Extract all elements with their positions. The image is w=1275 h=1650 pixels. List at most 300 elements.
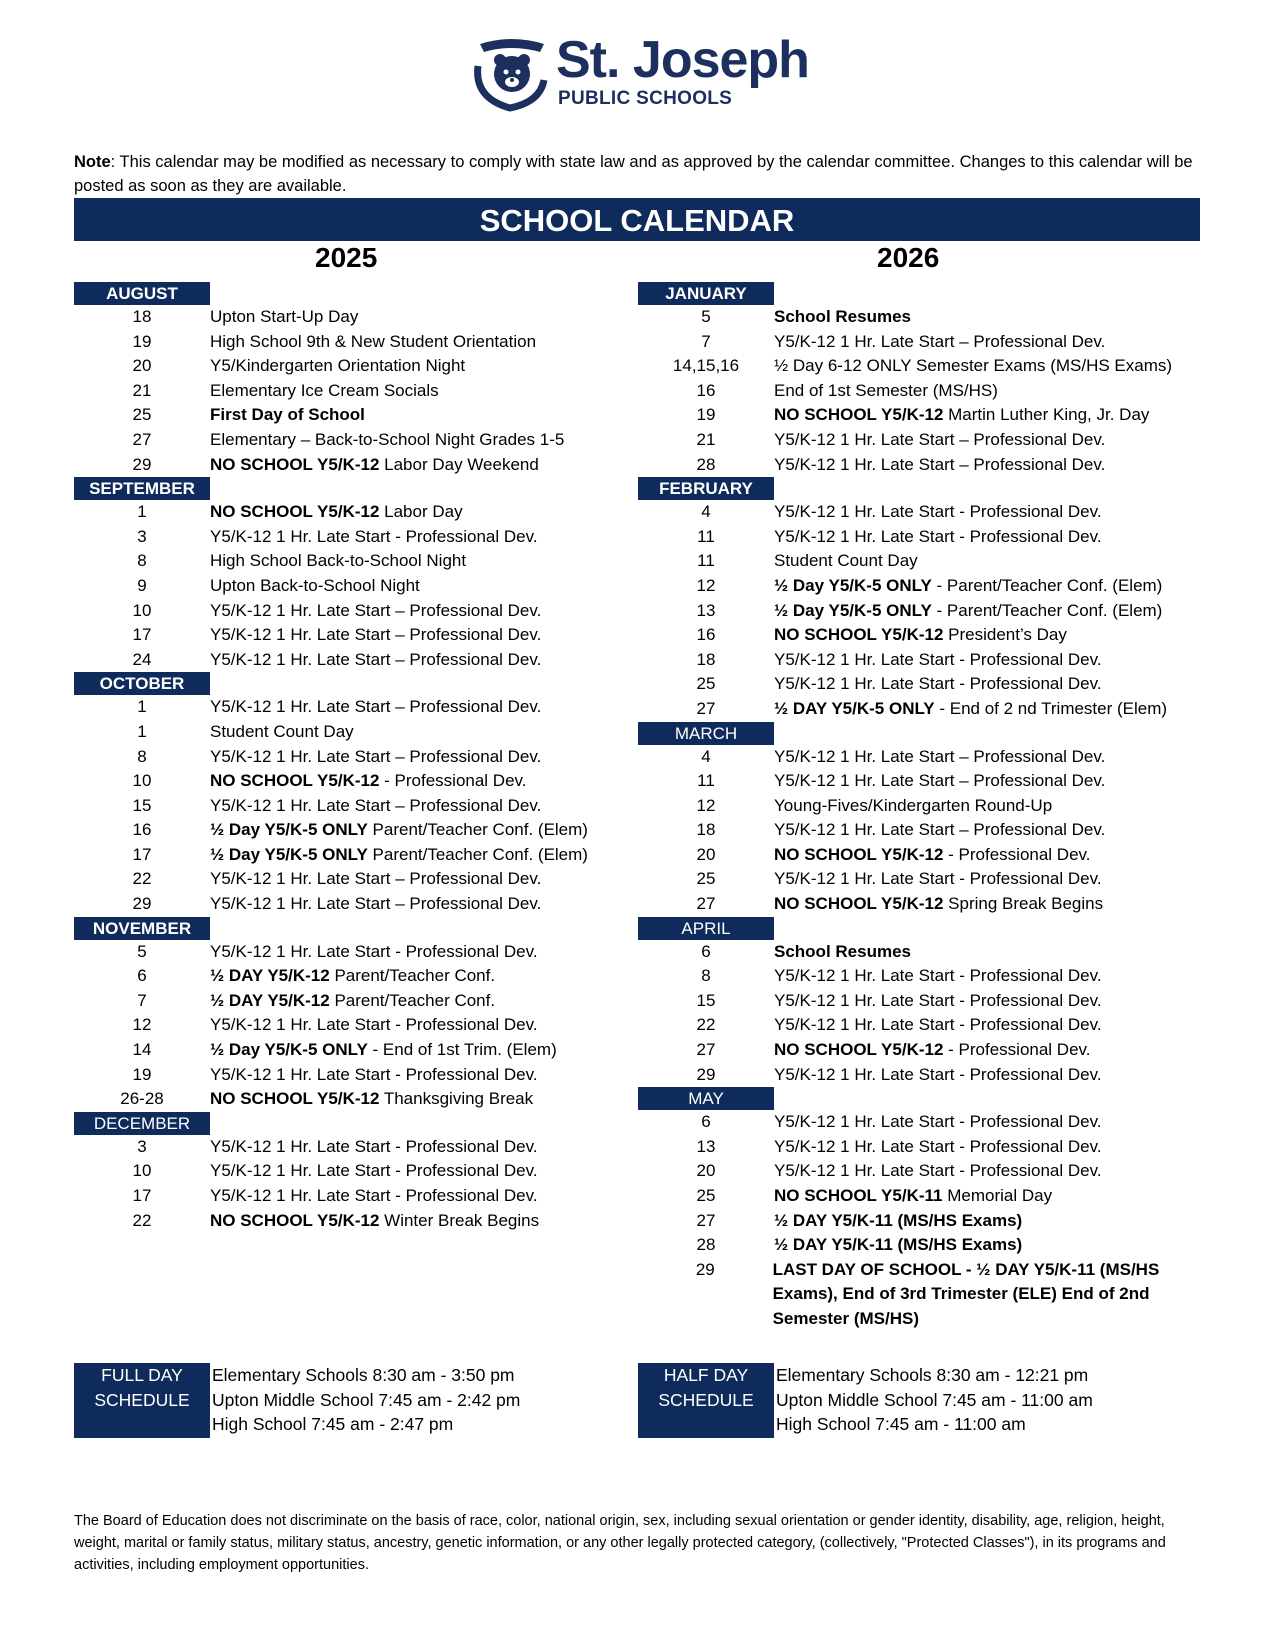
event-text bbox=[774, 818, 1105, 843]
event-text bbox=[774, 1184, 1052, 1209]
event-row bbox=[74, 867, 644, 892]
event-date: 26-28 bbox=[120, 1089, 164, 1109]
event-date: 1 bbox=[137, 721, 147, 741]
event-date: 20 bbox=[696, 1161, 716, 1181]
event-detail: Memorial Day bbox=[942, 1186, 1053, 1205]
event-text bbox=[773, 1258, 1208, 1332]
event-detail: Y5/K-12 1 Hr. Late Start - Professional Dev. bbox=[774, 990, 1102, 1010]
event-row bbox=[74, 549, 644, 574]
event-date: 18 bbox=[132, 307, 152, 326]
event-row bbox=[638, 989, 1208, 1014]
event-date: 27 bbox=[696, 1040, 716, 1060]
event-row bbox=[638, 892, 1208, 917]
event-emphasis: NO SCHOOL Y5/K-12 bbox=[774, 405, 944, 425]
event-row bbox=[638, 648, 1208, 673]
event-date: 5 bbox=[137, 941, 147, 961]
event-detail: Parent/Teacher Conf. bbox=[329, 966, 496, 986]
event-detail: High School 9th & New Student Orientation bbox=[210, 331, 537, 351]
event-date: 22 bbox=[132, 1210, 152, 1230]
event-row bbox=[638, 599, 1208, 624]
event-row bbox=[74, 892, 644, 917]
event-row bbox=[638, 697, 1208, 722]
event-row bbox=[74, 695, 644, 720]
event-detail: - End of 2 nd Trimester (Elem) bbox=[934, 698, 1168, 718]
event-text bbox=[774, 1233, 1022, 1258]
event-detail: - Professional Dev. bbox=[943, 1040, 1091, 1060]
event-date: 17 bbox=[132, 844, 152, 864]
event-detail: Y5/K-12 1 Hr. Late Start - Professional Dev. bbox=[210, 941, 538, 961]
event-date: 27 bbox=[696, 698, 716, 718]
event-text bbox=[774, 794, 1052, 819]
event-detail: Y5/K-12 1 Hr. Late Start - Professional Dev. bbox=[774, 674, 1102, 694]
event-date: 8 bbox=[137, 746, 147, 766]
event-detail: Y5/K-12 1 Hr. Late Start – Professional Dev. bbox=[210, 869, 542, 889]
event-row bbox=[638, 574, 1208, 599]
event-text bbox=[210, 818, 588, 843]
event-text bbox=[210, 623, 541, 648]
event-row bbox=[638, 1038, 1208, 1063]
event-detail: Y5/Kindergarten Orientation Night bbox=[210, 356, 466, 376]
event-text bbox=[210, 574, 420, 599]
event-text bbox=[210, 940, 538, 965]
event-row bbox=[638, 1110, 1208, 1135]
event-text bbox=[210, 1159, 538, 1184]
event-detail: - Professional Dev. bbox=[943, 844, 1091, 864]
event-emphasis: ½ Day Y5/K-5 ONLY bbox=[210, 820, 368, 840]
event-date: 28 bbox=[696, 454, 716, 474]
event-text bbox=[210, 1013, 538, 1038]
event-text bbox=[210, 892, 541, 917]
event-date: 24 bbox=[132, 649, 152, 669]
event-detail: Y5/K-12 1 Hr. Late Start - Professional Dev. bbox=[210, 1136, 538, 1156]
month-header-august: AUGUST bbox=[74, 282, 210, 305]
event-detail: Winter Break Begins bbox=[379, 1210, 540, 1230]
event-text bbox=[774, 892, 1103, 917]
event-date: 7 bbox=[701, 331, 711, 351]
nondiscrimination-notice: The Board of Education does not discriminate on the basis of race, color, national origin, sex, including sexual orientation or gender identity, disability, age, religion, height, weight, marital or family status, military status, ancestry, genetic information, or any other legally protected category, (collectively, "Protected Classes"), in its programs and activities, including employment opportunities. bbox=[74, 1513, 1166, 1573]
event-detail: High School Back-to-School Night bbox=[210, 551, 467, 571]
event-detail: Y5/K-12 1 Hr. Late Start - Professional Dev. bbox=[774, 966, 1102, 986]
event-emphasis: School Resumes bbox=[774, 941, 911, 961]
event-row bbox=[74, 428, 644, 453]
event-text bbox=[774, 549, 918, 574]
event-detail: Y5/K-12 1 Hr. Late Start - Professional Dev. bbox=[210, 1015, 538, 1035]
full-day-label-line1: FULL DAY bbox=[101, 1365, 183, 1385]
event-detail: Upton Start-Up Day bbox=[210, 307, 359, 326]
event-row bbox=[74, 1135, 644, 1160]
event-date: 3 bbox=[137, 526, 147, 546]
event-date: 28 bbox=[696, 1235, 716, 1255]
event-date: 10 bbox=[132, 1161, 152, 1181]
full-day-schedule bbox=[74, 1363, 520, 1438]
event-emphasis: NO SCHOOL Y5/K-12 bbox=[774, 625, 944, 645]
event-detail: Y5/K-12 1 Hr. Late Start – Professional Dev. bbox=[774, 454, 1106, 474]
event-date: 14 bbox=[132, 1040, 152, 1060]
note-text: : This calendar may be modified as necessary to comply with state law and as approved by the calendar committee. Changes to this calendar will be posted as soon as they are available. bbox=[74, 153, 1193, 195]
event-emphasis: First Day of School bbox=[210, 405, 365, 425]
full-day-label-line2: SCHEDULE bbox=[94, 1389, 190, 1410]
calendar-banner: SCHOOL CALENDAR bbox=[74, 198, 1200, 241]
event-row bbox=[638, 500, 1208, 525]
event-text bbox=[210, 305, 358, 330]
event-emphasis: NO SCHOOL Y5/K-12 bbox=[774, 1040, 944, 1060]
event-row bbox=[74, 1184, 644, 1209]
event-date: 27 bbox=[696, 1210, 716, 1230]
event-emphasis: ½ Day Y5/K-5 ONLY bbox=[210, 844, 368, 864]
event-emphasis: NO SCHOOL Y5/K-12 bbox=[210, 1210, 380, 1230]
event-detail: Y5/K-12 1 Hr. Late Start – Professional Dev. bbox=[210, 649, 542, 669]
event-detail: Young-Fives/Kindergarten Round-Up bbox=[774, 795, 1053, 815]
event-date: 25 bbox=[696, 674, 716, 694]
event-text bbox=[774, 403, 1149, 428]
event-row bbox=[638, 549, 1208, 574]
calendar-note bbox=[74, 150, 1204, 198]
event-detail: Y5/K-12 1 Hr. Late Start - Professional Dev. bbox=[774, 1112, 1102, 1132]
event-text bbox=[210, 989, 495, 1014]
event-row bbox=[74, 745, 644, 770]
event-row bbox=[74, 989, 644, 1014]
event-text bbox=[774, 1209, 1022, 1234]
event-row bbox=[638, 1063, 1208, 1088]
event-detail: End of 1st Semester (MS/HS) bbox=[774, 380, 998, 400]
event-text bbox=[210, 1063, 538, 1088]
event-detail: Y5/K-12 1 Hr. Late Start - Professional Dev. bbox=[210, 526, 538, 546]
logo-name: St. Joseph bbox=[556, 31, 809, 89]
event-date: 15 bbox=[696, 990, 716, 1010]
half-day-label-line1: HALF DAY bbox=[663, 1365, 749, 1385]
event-row bbox=[74, 940, 644, 965]
event-detail: Y5/K-12 1 Hr. Late Start – Professional Dev. bbox=[774, 429, 1106, 449]
event-row bbox=[74, 574, 644, 599]
event-date: 6 bbox=[137, 966, 147, 986]
half-day-label-line2: SCHEDULE bbox=[658, 1389, 754, 1410]
month-header-february: FEBRUARY bbox=[638, 477, 774, 500]
event-date: 22 bbox=[132, 869, 152, 889]
event-text bbox=[210, 794, 541, 819]
event-date: 6 bbox=[701, 941, 711, 961]
event-row bbox=[638, 403, 1208, 428]
event-emphasis: NO SCHOOL Y5/K-12 bbox=[774, 894, 944, 914]
event-detail: Student Count Day bbox=[774, 551, 918, 571]
event-row bbox=[638, 818, 1208, 843]
event-date: 4 bbox=[701, 502, 711, 522]
half-day-schedule bbox=[638, 1363, 1093, 1438]
event-text bbox=[210, 525, 538, 550]
event-row bbox=[638, 428, 1208, 453]
event-date: 25 bbox=[132, 405, 152, 425]
note-label: Note bbox=[74, 153, 111, 171]
event-row bbox=[638, 745, 1208, 770]
logo-subtitle: PUBLIC SCHOOLS bbox=[558, 88, 733, 109]
event-detail: Y5/K-12 1 Hr. Late Start – Professional Dev. bbox=[210, 746, 542, 766]
event-date: 18 bbox=[696, 649, 716, 669]
event-text bbox=[210, 428, 564, 453]
event-row bbox=[74, 305, 644, 330]
event-date: 25 bbox=[696, 1186, 716, 1205]
year-2025-heading: 2025 bbox=[315, 242, 378, 273]
event-row bbox=[74, 648, 644, 673]
event-row bbox=[74, 453, 644, 478]
month-header-march: MARCH bbox=[638, 722, 774, 745]
event-date: 12 bbox=[696, 795, 716, 815]
month-header-april: APRIL bbox=[638, 917, 774, 940]
month-header-october: OCTOBER bbox=[74, 672, 210, 695]
event-date: 19 bbox=[132, 1064, 152, 1084]
event-emphasis: NO SCHOOL Y5/K-12 bbox=[210, 454, 380, 474]
event-text bbox=[210, 720, 354, 745]
bear-crest-icon bbox=[470, 36, 554, 112]
event-detail: Y5/K-12 1 Hr. Late Start – Professional Dev. bbox=[774, 771, 1106, 791]
event-detail: - Parent/Teacher Conf. (Elem) bbox=[931, 575, 1163, 595]
event-row bbox=[74, 623, 644, 648]
event-date: 10 bbox=[132, 600, 152, 620]
event-date: 20 bbox=[132, 356, 152, 376]
event-row bbox=[638, 794, 1208, 819]
event-emphasis: NO SCHOOL Y5/K-12 bbox=[210, 771, 380, 791]
event-date: 11 bbox=[697, 551, 715, 571]
event-row bbox=[74, 403, 644, 428]
event-date: 10 bbox=[132, 771, 152, 791]
event-detail: Y5/K-12 1 Hr. Late Start - Professional Dev. bbox=[210, 1064, 538, 1084]
event-detail: Y5/K-12 1 Hr. Late Start - Professional Dev. bbox=[774, 1064, 1102, 1084]
event-date: 1 bbox=[137, 697, 147, 717]
month-header-may: MAY bbox=[638, 1087, 774, 1110]
event-detail: Y5/K-12 1 Hr. Late Start - Professional Dev. bbox=[774, 649, 1102, 669]
event-detail: Upton Back-to-School Night bbox=[210, 575, 420, 595]
event-detail: Parent/Teacher Conf. (Elem) bbox=[367, 844, 588, 864]
event-emphasis: ½ Day Y5/K-5 ONLY bbox=[210, 1040, 368, 1060]
event-text bbox=[774, 672, 1102, 697]
full-day-middle: Upton Middle School 7:45 am - 2:42 pm bbox=[212, 1389, 521, 1410]
event-row bbox=[638, 843, 1208, 868]
event-emphasis: ½ Day Y5/K-5 ONLY bbox=[774, 600, 932, 620]
event-row bbox=[638, 672, 1208, 697]
event-detail: Parent/Teacher Conf. (Elem) bbox=[367, 820, 588, 840]
event-date: 21 bbox=[696, 429, 716, 449]
event-text bbox=[210, 1135, 538, 1160]
event-detail: Y5/K-12 1 Hr. Late Start – Professional Dev. bbox=[210, 894, 542, 914]
full-day-elementary: Elementary Schools 8:30 am - 3:50 pm bbox=[212, 1365, 515, 1385]
event-date: 4 bbox=[701, 746, 711, 766]
event-date: 3 bbox=[137, 1136, 147, 1156]
event-emphasis: NO SCHOOL Y5/K-11 bbox=[774, 1186, 943, 1205]
event-row bbox=[638, 964, 1208, 989]
event-detail: - Parent/Teacher Conf. (Elem) bbox=[931, 600, 1163, 620]
event-row bbox=[74, 818, 644, 843]
event-row bbox=[638, 1209, 1208, 1234]
event-date: 29 bbox=[132, 454, 152, 474]
event-text bbox=[774, 867, 1102, 892]
event-date: 16 bbox=[132, 820, 152, 840]
event-detail: Y5/K-12 1 Hr. Late Start – Professional Dev. bbox=[210, 625, 542, 645]
event-text bbox=[774, 769, 1105, 794]
event-row bbox=[638, 330, 1208, 355]
event-text bbox=[774, 697, 1167, 722]
event-text bbox=[774, 428, 1105, 453]
event-detail: Student Count Day bbox=[210, 721, 354, 741]
event-emphasis: NO SCHOOL Y5/K-12 bbox=[210, 1089, 380, 1109]
event-date: 11 bbox=[697, 526, 715, 546]
event-detail: Y5/K-12 1 Hr. Late Start – Professional Dev. bbox=[774, 820, 1106, 840]
event-text bbox=[774, 623, 1067, 648]
event-row bbox=[638, 1184, 1208, 1209]
event-date: 5 bbox=[701, 307, 711, 326]
half-day-elementary: Elementary Schools 8:30 am - 12:21 pm bbox=[776, 1365, 1089, 1385]
event-date: 8 bbox=[701, 966, 711, 986]
event-text bbox=[774, 379, 998, 404]
event-text bbox=[774, 1110, 1102, 1135]
event-detail: ½ Day 6-12 ONLY Semester Exams (MS/HS Exams) bbox=[774, 356, 1173, 376]
event-detail: Y5/K-12 1 Hr. Late Start – Professional Dev. bbox=[774, 331, 1106, 351]
year-2026-heading: 2026 bbox=[877, 242, 940, 273]
event-emphasis: ½ DAY Y5/K-11 (MS/HS Exams) bbox=[774, 1210, 1023, 1230]
event-emphasis: ½ DAY Y5/K-11 (MS/HS Exams) bbox=[774, 1235, 1023, 1255]
event-detail: Y5/K-12 1 Hr. Late Start - Professional Dev. bbox=[210, 1186, 538, 1205]
event-row bbox=[638, 1233, 1208, 1258]
event-emphasis: LAST DAY OF SCHOOL - ½ DAY Y5/K-11 (MS/HS Exams), End of 3rd Trimester (ELE) End of 2nd Semester (MS/HS) bbox=[772, 1259, 1160, 1328]
event-date: 16 bbox=[696, 380, 716, 400]
event-detail: Y5/K-12 1 Hr. Late Start – Professional Dev. bbox=[210, 600, 542, 620]
event-row bbox=[638, 769, 1208, 794]
event-text bbox=[210, 695, 541, 720]
event-detail: Y5/K-12 1 Hr. Late Start – Professional Dev. bbox=[210, 795, 542, 815]
event-date: 19 bbox=[696, 405, 716, 425]
event-row bbox=[638, 1258, 1208, 1332]
event-text bbox=[210, 500, 463, 525]
event-detail: - Professional Dev. bbox=[379, 771, 527, 791]
event-date: 29 bbox=[695, 1259, 715, 1279]
event-detail: Y5/K-12 1 Hr. Late Start - Professional Dev. bbox=[210, 1161, 538, 1181]
event-text bbox=[774, 453, 1105, 478]
event-detail: President’s Day bbox=[943, 625, 1067, 645]
half-day-middle: Upton Middle School 7:45 am - 11:00 am bbox=[776, 1389, 1093, 1410]
event-row bbox=[638, 305, 1208, 330]
event-text bbox=[774, 940, 911, 965]
event-text bbox=[210, 599, 541, 624]
event-date: 17 bbox=[132, 1186, 152, 1205]
event-row bbox=[638, 1135, 1208, 1160]
event-text bbox=[210, 769, 527, 794]
event-row bbox=[638, 379, 1208, 404]
event-date: 6 bbox=[701, 1112, 711, 1132]
event-date: 12 bbox=[696, 575, 716, 595]
event-date: 1 bbox=[137, 502, 147, 522]
district-logo bbox=[470, 31, 810, 116]
event-text bbox=[774, 843, 1091, 868]
event-row bbox=[74, 525, 644, 550]
event-text bbox=[210, 1087, 533, 1112]
event-date: 20 bbox=[696, 844, 716, 864]
full-day-label bbox=[74, 1363, 210, 1438]
event-row bbox=[74, 599, 644, 624]
event-date: 14,15,16 bbox=[672, 356, 740, 376]
event-date: 27 bbox=[132, 429, 152, 449]
event-detail: Labor Day bbox=[379, 502, 463, 522]
month-header-december: DECEMBER bbox=[74, 1112, 210, 1135]
event-text bbox=[210, 354, 465, 379]
event-text bbox=[774, 354, 1172, 379]
event-text bbox=[774, 500, 1102, 525]
event-text bbox=[774, 1135, 1102, 1160]
event-detail: Thanksgiving Break bbox=[379, 1089, 534, 1109]
event-emphasis: ½ DAY Y5/K-12 bbox=[210, 966, 330, 986]
event-detail: Y5/K-12 1 Hr. Late Start – Professional Dev. bbox=[774, 746, 1106, 766]
event-row bbox=[638, 525, 1208, 550]
event-text bbox=[210, 745, 541, 770]
event-date: 16 bbox=[696, 625, 716, 645]
event-date: 17 bbox=[132, 625, 152, 645]
half-day-high: High School 7:45 am - 11:00 am bbox=[776, 1414, 1026, 1435]
event-date: 13 bbox=[696, 600, 716, 620]
event-row bbox=[74, 1063, 644, 1088]
event-row bbox=[74, 769, 644, 794]
event-date: 29 bbox=[696, 1064, 716, 1084]
event-row bbox=[638, 453, 1208, 478]
event-date: 19 bbox=[132, 331, 152, 351]
event-text bbox=[774, 648, 1102, 673]
event-date: 15 bbox=[132, 795, 152, 815]
event-row bbox=[74, 1013, 644, 1038]
event-detail: Y5/K-12 1 Hr. Late Start – Professional Dev. bbox=[210, 697, 542, 717]
event-detail: Y5/K-12 1 Hr. Late Start - Professional Dev. bbox=[774, 869, 1102, 889]
event-detail: Labor Day Weekend bbox=[379, 454, 539, 474]
event-text bbox=[210, 330, 536, 355]
event-text bbox=[774, 599, 1162, 624]
event-text bbox=[210, 1184, 538, 1209]
calendar-column-2025 bbox=[74, 282, 644, 1233]
event-date: 11 bbox=[697, 771, 715, 791]
event-date: 7 bbox=[137, 990, 147, 1010]
event-emphasis: NO SCHOOL Y5/K-12 bbox=[210, 502, 380, 522]
event-date: 9 bbox=[137, 575, 147, 595]
event-emphasis: ½ Day Y5/K-5 ONLY bbox=[774, 575, 932, 595]
event-detail: Y5/K-12 1 Hr. Late Start - Professional Dev. bbox=[774, 1015, 1102, 1035]
event-row bbox=[74, 843, 644, 868]
event-text bbox=[774, 330, 1105, 355]
event-date: 29 bbox=[132, 894, 152, 914]
month-header-september: SEPTEMBER bbox=[74, 477, 210, 500]
month-header-january: JANUARY bbox=[638, 282, 774, 305]
event-row bbox=[74, 1159, 644, 1184]
event-text bbox=[774, 1063, 1102, 1088]
event-text bbox=[210, 379, 439, 404]
event-text bbox=[774, 305, 911, 330]
event-date: 8 bbox=[137, 551, 147, 571]
event-detail: Y5/K-12 1 Hr. Late Start - Professional Dev. bbox=[774, 1161, 1102, 1181]
event-detail: Elementary Ice Cream Socials bbox=[210, 380, 439, 400]
event-text bbox=[210, 843, 588, 868]
month-header-november: NOVEMBER bbox=[74, 917, 210, 940]
event-emphasis: ½ DAY Y5/K-12 bbox=[210, 990, 330, 1010]
event-date: 18 bbox=[696, 820, 716, 840]
event-text bbox=[774, 574, 1162, 599]
event-row bbox=[638, 623, 1208, 648]
event-row bbox=[74, 1209, 644, 1234]
event-row bbox=[74, 1087, 644, 1112]
event-text bbox=[210, 648, 541, 673]
full-day-high: High School 7:45 am - 2:47 pm bbox=[212, 1414, 454, 1435]
event-row bbox=[74, 500, 644, 525]
event-date: 12 bbox=[132, 1015, 152, 1035]
event-text bbox=[210, 453, 539, 478]
event-text bbox=[210, 1038, 557, 1063]
event-text bbox=[774, 1013, 1102, 1038]
event-detail: Parent/Teacher Conf. bbox=[329, 990, 496, 1010]
event-row bbox=[638, 1013, 1208, 1038]
event-emphasis: School Resumes bbox=[774, 307, 911, 326]
event-text bbox=[210, 549, 466, 574]
event-row bbox=[74, 964, 644, 989]
